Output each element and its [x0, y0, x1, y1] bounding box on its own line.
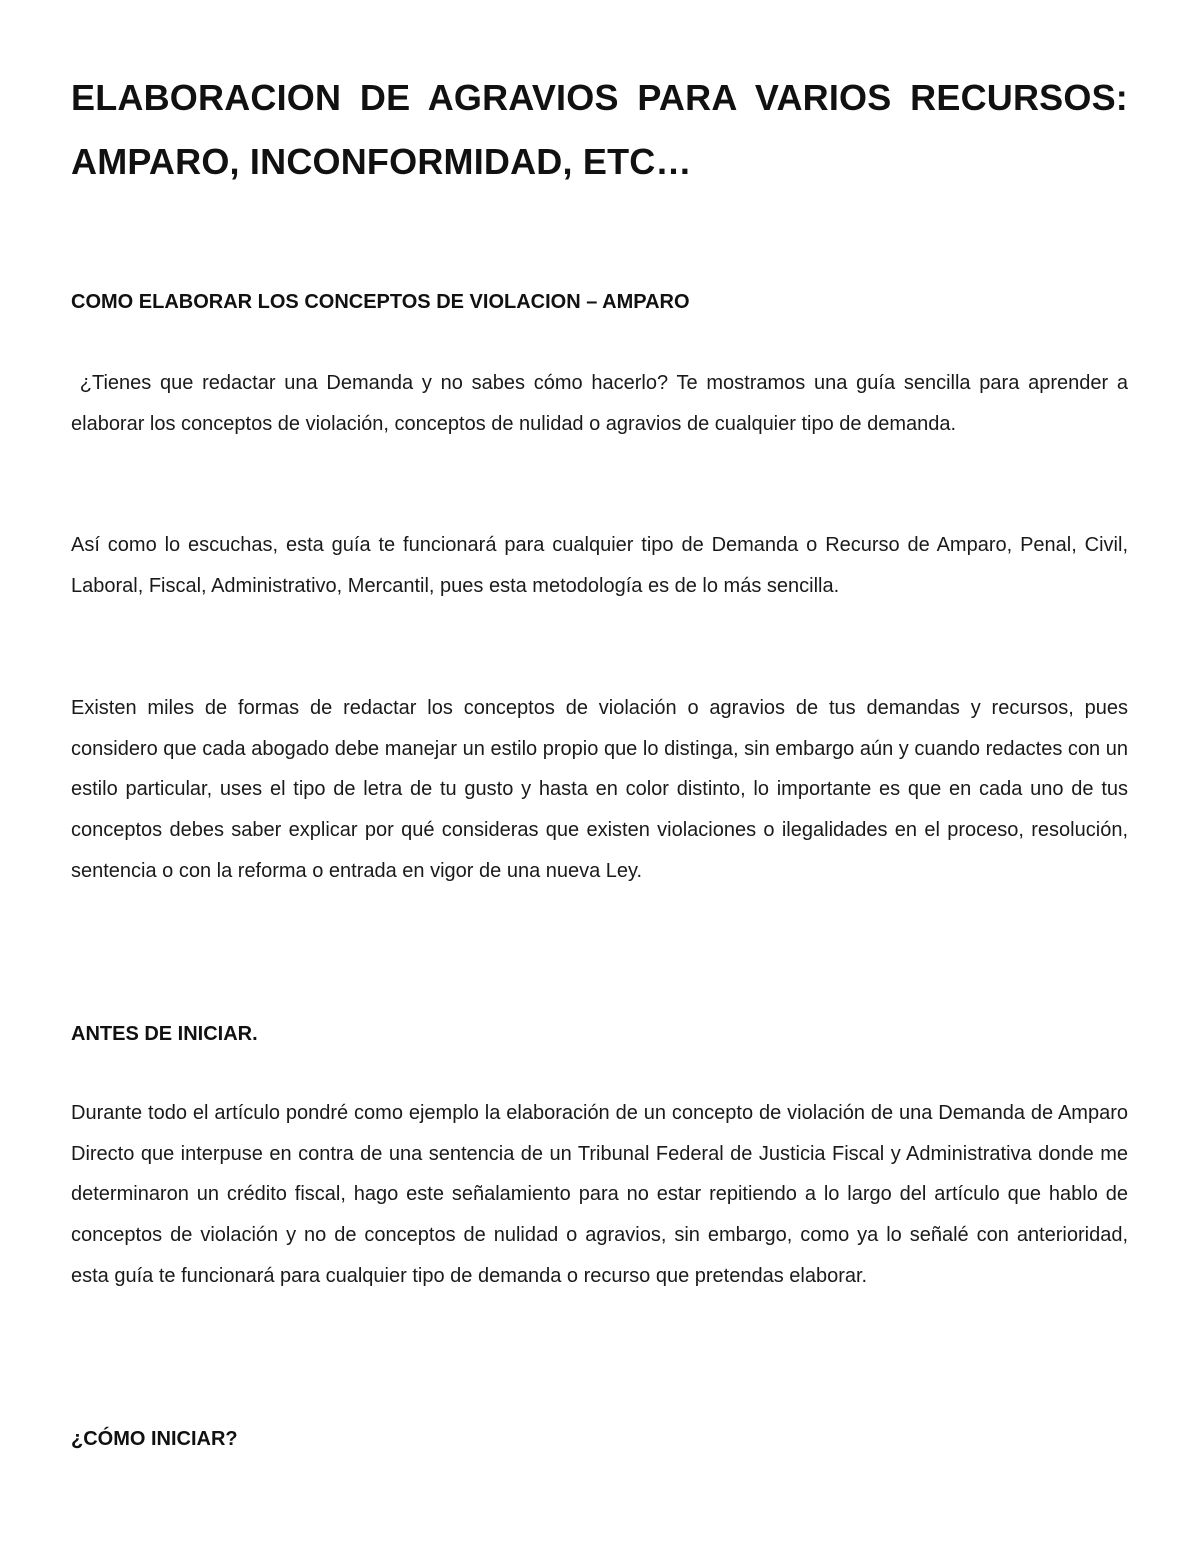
- paragraph-formas-redactar: Existen miles de formas de redactar los conceptos de violación o agravios de tus demandas y recursos, pues considero que cada abogado debe manejar un estilo propio que lo distinga, sin embargo aún y cuando redactes con un estilo particular, uses el tipo de letra de tu gusto y hasta en color distinto, lo importante es que en cada uno de tus conceptos debes saber explicar por qué consideras que existen violaciones o ilegalidades en el proceso, resolución, sentencia o con la reforma o entrada en vigor de una nueva Ley.: [71, 697, 1128, 882]
- paragraph-intro: ¿Tienes que redactar una Demanda y no sabes cómo hacerlo? Te mostramos una guía sencilla para aprender a elaborar los conceptos de violación, conceptos de nulidad o agravios de cualquier tipo de demanda.: [71, 372, 1134, 435]
- section-heading-como-iniciar: ¿CÓMO INICIAR?: [71, 1428, 238, 1450]
- document-title: ELABORACION DE AGRAVIOS PARA VARIOS RECURSOS: AMPARO, INCONFORMIDAD, ETC…: [71, 77, 1128, 182]
- paragraph-ejemplo-articulo: Durante todo el artículo pondré como ejemplo la elaboración de un concepto de violación de una Demanda de Amparo Directo que interpuse en contra de una sentencia de un Tribunal Federal de Justicia Fiscal y Administrativa donde me determinaron un crédito fiscal, hago este señalamiento para no estar repitiendo a lo largo del artículo que hablo de conceptos de violación y no de conceptos de nulidad o agravios, sin embargo, como ya lo señalé con anterioridad, esta guía te funcionará para cualquier tipo de demanda o recurso que pretendas elaborar.: [71, 1102, 1128, 1287]
- paragraph-guia-funciona: Así como lo escuchas, esta guía te funcionará para cualquier tipo de Demanda o Recurso de Amparo, Penal, Civil, Laboral, Fiscal, Administrativo, Mercantil, pues esta metodología es de lo más sencilla.: [71, 534, 1128, 597]
- section-heading-antes-de-iniciar: ANTES DE INICIAR.: [71, 1023, 258, 1045]
- section-heading-conceptos-violacion: COMO ELABORAR LOS CONCEPTOS DE VIOLACION – AMPARO: [71, 291, 690, 313]
